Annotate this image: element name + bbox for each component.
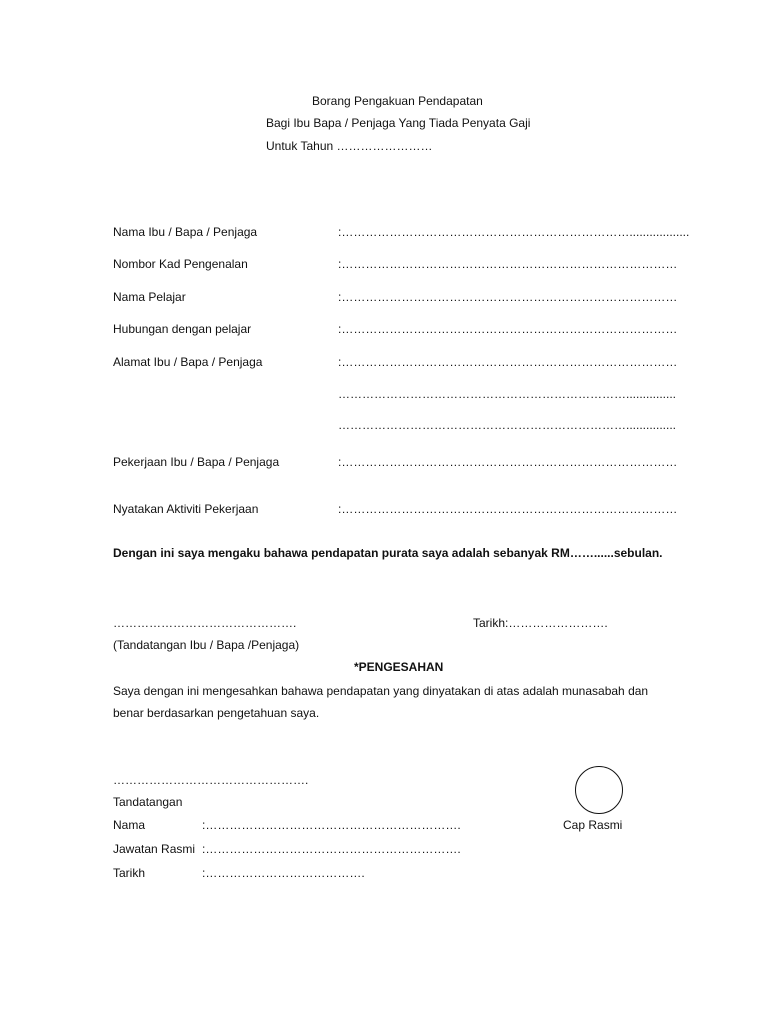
official-stamp-label: Cap Rasmi bbox=[563, 818, 623, 832]
field-label-parent-name: Nama Ibu / Bapa / Penjaga bbox=[113, 225, 258, 239]
field-label-work-activity: Nyatakan Aktiviti Pekerjaan bbox=[113, 502, 259, 516]
endorsement-text-line1: Saya dengan ini mengesahkan bahawa pendapatan yang dinyatakan di atas adalah munasabah dan bbox=[113, 684, 649, 698]
field-label-address: Alamat Ibu / Bapa / Penjaga bbox=[113, 355, 263, 369]
form-subtitle: Bagi Ibu Bapa / Penjaga Yang Tiada Penyata Gaji bbox=[266, 116, 531, 130]
field-value-address-line3: ………………………………………………………………............... bbox=[338, 418, 677, 432]
income-declaration: Dengan ini saya mengaku bahawa pendapatan purata saya adalah sebanyak RM……......sebulan. bbox=[113, 546, 663, 560]
official-name-value: :………………………………………………………. bbox=[202, 818, 461, 832]
official-position-label: Jawatan Rasmi bbox=[113, 842, 196, 856]
official-position-value: :………………………………………………………. bbox=[202, 842, 461, 856]
parent-signature-line: ………………………………………. bbox=[113, 616, 297, 630]
field-label-occupation: Pekerjaan Ibu / Bapa / Penjaga bbox=[113, 455, 280, 469]
year-line: Untuk Tahun …………………… bbox=[266, 139, 433, 153]
field-value-work-activity: :………………………………………………………………………… bbox=[338, 502, 678, 516]
field-value-occupation: :………………………………………………………………………… bbox=[338, 455, 678, 469]
official-name-label: Nama bbox=[113, 818, 146, 832]
field-label-ic-number: Nombor Kad Pengenalan bbox=[113, 257, 248, 271]
field-label-student-name: Nama Pelajar bbox=[113, 290, 186, 304]
endorsement-heading: *PENGESAHAN bbox=[354, 660, 444, 674]
field-value-address: :………………………………………………………………………… bbox=[338, 355, 678, 369]
signature-date: Tarikh:……………………. bbox=[473, 616, 608, 630]
official-signature-line: …………………………………………. bbox=[113, 773, 309, 787]
official-signature-label: Tandatangan bbox=[113, 795, 183, 809]
field-label-relationship: Hubungan dengan pelajar bbox=[113, 322, 252, 336]
field-value-ic-number: :………………………………………………………………………… bbox=[338, 257, 678, 271]
field-value-student-name: :………………………………………………………………………… bbox=[338, 290, 678, 304]
parent-signature-caption: (Tandatangan Ibu / Bapa /Penjaga) bbox=[113, 638, 300, 652]
field-value-relationship: :………………………………………………………………………… bbox=[338, 322, 678, 336]
official-date-label: Tarikh bbox=[113, 866, 146, 880]
field-value-parent-name: :……………………………………………………………….................. bbox=[338, 225, 690, 239]
form-title: Borang Pengakuan Pendapatan bbox=[312, 94, 483, 108]
field-value-address-line2: ………………………………………………………………............... bbox=[338, 387, 677, 401]
official-stamp-circle bbox=[575, 766, 623, 814]
endorsement-text-line2: benar berdasarkan pengetahuan saya. bbox=[113, 706, 320, 720]
official-date-value: :…………………………………. bbox=[202, 866, 365, 880]
